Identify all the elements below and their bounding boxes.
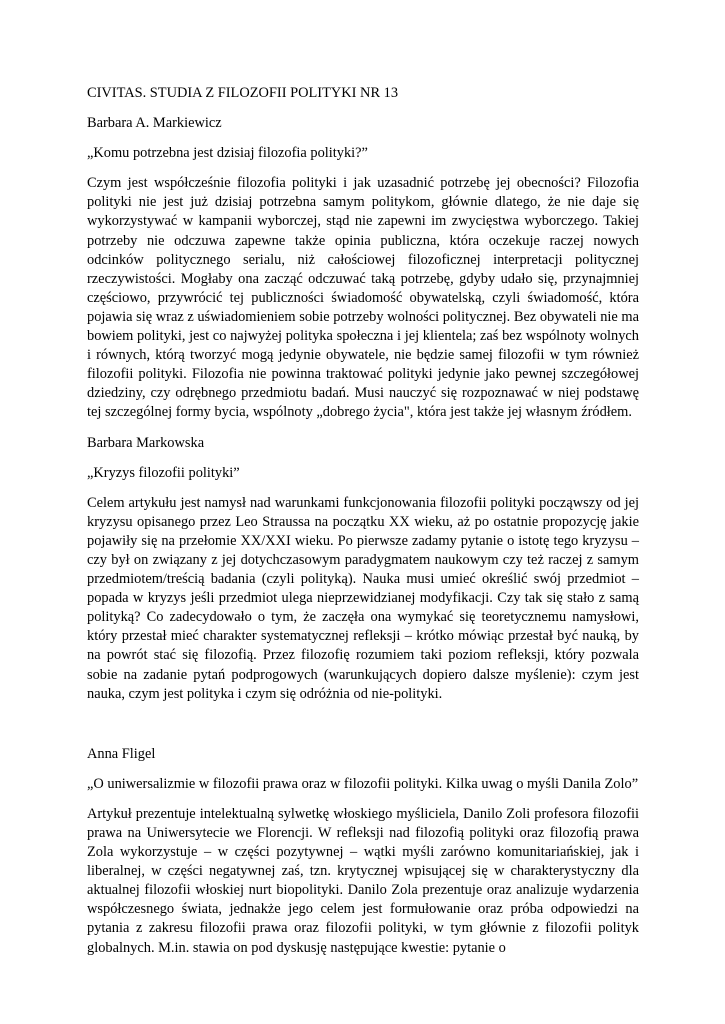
article-author: Anna Fligel xyxy=(87,745,156,762)
article-markiewicz xyxy=(87,114,639,422)
article-title: „O uniwersalizmie w filozofii prawa oraz w filozofii polityki. Kilka uwag o myśli Danila Zolo” xyxy=(87,775,639,792)
article-abstract: Artykuł prezentuje intelektualną sylwetkę włoskiego myśliciela, Danilo Zoli profesora filozofii prawa na Uniwersytecie we Florencji. W refleksji nad filozofią polityki oraz filozofią prawa Zola wykorzystuje – w części pozytywnej – wątki myśli zarówno komunitariańskiej, jak i liberalnej, w części negatywnej zaś, tzn. krytycznej wpisującej się w charakterystyczny dla aktualnej filozofii włoskiej nurt biopolityki. Danilo Zola prezentuje oraz analizuje wydarzenia współczesnego świata, jednakże jego celem jest formułowanie oraz próba odpowiedzi na pytania z zakresu filozofii prawa oraz filozofii polityki, w tym głównie z filozofii polityk globalnych. M.in. stawia on pod dyskusję następujące kwestie: pytanie o xyxy=(87,805,639,956)
article-author: Barbara A. Markiewicz xyxy=(87,115,222,132)
article-abstract: Celem artykułu jest namysł nad warunkami funkcjonowania filozofii polityki począwszy od jej kryzysu opisanego przez Leo Straussa na początku XX wieku, aż po ostatnie propozycję jakie pojawiły się na przełomie XX/XXI wieku. Po pierwsze zadamy pytanie o istotę tego kryzysu – czy był on związany z jej dotychczasowym paradygmatem naukowym czy też raczej z samym przedmiotem/treścią badania (czyli polityką). Nauka musi umieć określić swój przedmiot – popada w kryzys jeśli przedmiot ulega nieprzewidzianej modyfikacji. Czy tak się stało z samą polityką? Co zadecydowało o tym, że zaczęła ona wymykać się teoretycznemu namysłowi, który przestał mieć charakter systematycznej refleksji – krótko mówiąc przestał być nauką, by na powrót stać się filozofią. Przez filozofię rozumiem taki poziom refleksji, który pozwala sobie na zadanie pytań podprogowych (warunkujących dopiero dalsze myślenie): czym jest nauka, czym jest polityka i czym się odróżnia od nie-polityki. xyxy=(87,494,639,702)
article-title: „Kryzys filozofii polityki” xyxy=(87,464,240,481)
journal-header: CIVITAS. STUDIA Z FILOZOFII POLITYKI NR 13 xyxy=(87,85,399,101)
article-title: „Komu potrzebna jest dzisiaj filozofia polityki?” xyxy=(87,145,368,162)
document-page xyxy=(87,84,639,969)
article-author: Barbara Markowska xyxy=(87,434,205,451)
section-spacer xyxy=(87,715,639,745)
article-fligel xyxy=(87,745,639,958)
article-markowska xyxy=(87,434,639,704)
article-abstract: Czym jest współcześnie filozofia polityki i jak uzasadnić potrzebę jej obecności? Filozofia polityki nie jest już dzisiaj potrzebna samym politykom, głównie dlatego, że nie daje się wykorzystywać w kampanii wyborczej, stąd nie zapewni im zwycięstwa wyborczego. Takiej potrzeby nie odczuwa zapewne także opinia publiczna, która oczekuje raczej nowych odcinków politycznego serialu, niż całościowej filozoficznej interpretacji politycznej rzeczywistości. Mogłaby ona zacząć odczuwać taką potrzebę, gdyby udało się, przynajmniej częściowo, przywrócić tej publiczności świadomość obywatelską, czyli świadomość, która pojawia się wraz z uświadomieniem sobie potrzeby wolności politycznej. Bez obywateli nie ma bowiem polityki, jest co najwyżej polityka społeczna i jej klientela; zaś bez wspólnoty wolnych i równych, którą tworzyć mogą jedynie obywatele, nie będzie samej filozofii w tym również filozofii polityki. Filozofia nie powinna traktować polityki jedynie jako pewnej szczegółowej dziedziny, czy odrębnego przedmiotu badań. Musi nauczyć się rozpoznawać w niej podstawę tej szczególnej formy bycia, wspólnoty „dobrego życia", która jest także jej własnym źródłem. xyxy=(87,175,639,421)
